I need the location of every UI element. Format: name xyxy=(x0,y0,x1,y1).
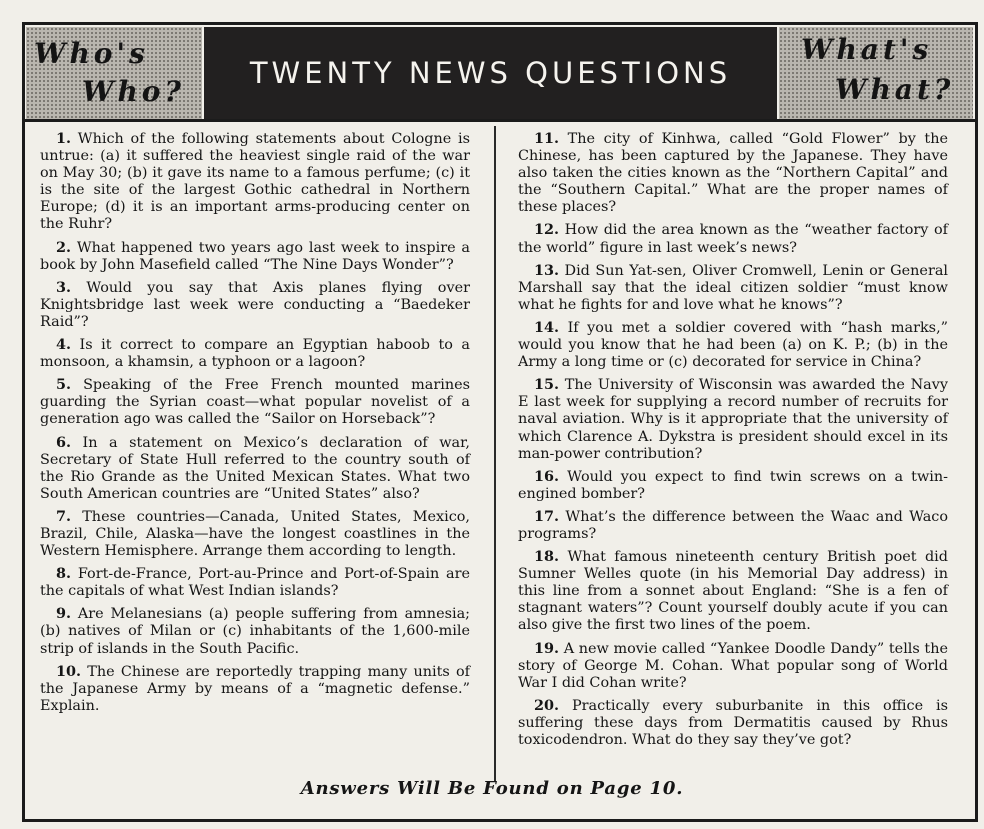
question-17: 17. What’s the difference between the Waac and Waco programs? xyxy=(518,507,948,542)
questions-column-left xyxy=(40,130,470,720)
header-whats-what-panel xyxy=(779,27,973,119)
border-left xyxy=(22,22,25,822)
page-title: TWENTY NEWS QUESTIONS xyxy=(249,56,732,90)
header-what-label: What? xyxy=(835,73,955,106)
header-whats-label: What's xyxy=(801,33,933,66)
question-2: 2. What happened two years ago last week to inspire a book by John Masefield called “The Nine Days Wonder”? xyxy=(40,238,471,273)
column-divider xyxy=(494,126,496,782)
question-16: 16. Would you expect to find twin screws on a twin-engined bomber? xyxy=(518,467,948,502)
question-9: 9. Are Melanesians (a) people suffering from amnesia; (b) natives of Milan or (c) inhabitants of the 1,600-mile strip of islands in the South Pacific. xyxy=(40,605,471,657)
question-5: 5. Speaking of the Free French mounted marines guarding the Syrian coast—what popular novelist of a generation ago was called the “Sailor on Horseback”? xyxy=(40,376,470,428)
question-12: 12. How did the area known as the “weather factory of the world” figure in last week’s news? xyxy=(518,221,949,256)
question-3: 3. Would you say that Axis planes flying over Knightsbridge last week were conducting a “Baedeker Raid”? xyxy=(40,278,471,330)
border-right xyxy=(975,22,978,822)
question-14: 14. If you met a soldier covered with “hash marks,” would you know that he had been (a) on K. P.; (b) in the Army a long time or (c) decorated for service in China? xyxy=(518,318,948,371)
question-18: 18. What famous nineteenth century British poet did Sumner Welles quote (in his Memorial Day address) in this line from a sonnet about England: “She is a fen of stagnant waters”? Count yourself doubly acute if you can also give the first two lines of the poem. xyxy=(518,548,949,634)
question-1: 1. Which of the following statements about Cologne is untrue: (a) it suffered the heaviest single raid of the war on May 30; (b) it gave its name to a famous perfume; (c) it is the site of the largest Gothic cathedral in Northern Europe; (d) it is an important arms-producing center on the Ruhr? xyxy=(40,130,470,233)
question-20: 20. Practically every suburbanite in this office is suffering these days from Dermatitis caused by Rhus toxicodendron. What do they say they’ve got? xyxy=(518,696,948,748)
border-top xyxy=(22,22,977,25)
question-15: 15. The University of Wisconsin was awarded the Navy E last week for supplying a record number of recruits for naval aviation. Why is it appropriate that the university of which Clarence A. Dykstra is president should excel in its man-power contribution? xyxy=(518,376,949,462)
header-who-label: Who? xyxy=(82,75,185,108)
border-bottom xyxy=(22,819,977,822)
question-19: 19. A new movie called “Yankee Doodle Dandy” tells the story of George M. Cohan. What popular song of World War I did Cohan write? xyxy=(518,639,948,691)
questions-column-right xyxy=(518,130,948,754)
question-4: 4. Is it correct to compare an Egyptian haboob to a monsoon, a khamsin, a typhoon or a lagoon? xyxy=(40,336,471,371)
question-10: 10. The Chinese are reportedly trapping many units of the Japanese Army by means of a “magnetic defense.” Explain. xyxy=(40,662,470,714)
question-7: 7. These countries—Canada, United States, Mexico, Brazil, Chile, Alaska—have the longest coastlines in the Western Hemisphere. Arrange them according to length. xyxy=(40,507,470,560)
question-11: 11. The city of Kinhwa, called “Gold Flower” by the Chinese, has been captured by the Japanese. They have also taken the cities known as the “Northern Capital” and the “Southern Capital.” What are the proper names of these places? xyxy=(518,130,949,216)
header-whos-who-panel xyxy=(26,27,202,119)
header-whos-label: Who's xyxy=(34,37,149,70)
question-8: 8. Fort-de-France, Port-au-Prince and Port-of-Spain are the capitals of what West Indian islands? xyxy=(40,565,471,600)
answers-footer: Answers Will Be Found on Page 10. xyxy=(300,778,684,799)
question-13: 13. Did Sun Yat-sen, Oliver Cromwell, Lenin or General Marshall say that the ideal citizen soldier “must know what he fights for and love what he knows”? xyxy=(518,261,949,313)
header-rule xyxy=(22,119,977,122)
header-title-banner xyxy=(204,27,777,119)
question-6: 6. In a statement on Mexico’s declaration of war, Secretary of State Hull referred to the country south of the Rio Grande as the United Mexican States. What two South American countries are “United States” also? xyxy=(40,433,470,502)
